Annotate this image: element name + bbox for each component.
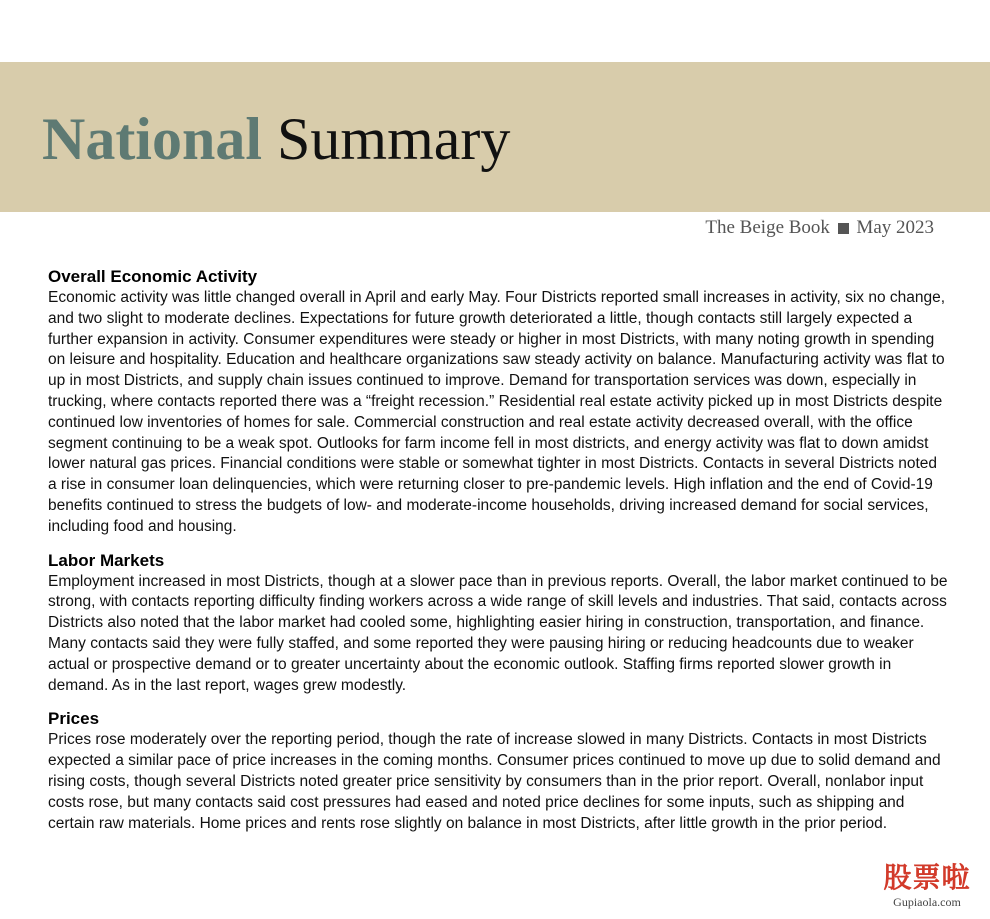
- section-paragraph: Economic activity was little changed overall in April and early May. Four Districts reported small increases in activity, six no change, and two slight to moderate declines. Expectations for future growth deteriorated a little, though contacts still largely expected a further expansion in activity. Consumer expenditures were steady or higher in most Districts, with many noting growth in spending on leisure and hospitality. Education and healthcare organizations saw steady activity on balance. Manufacturing activity was flat to up in most Districts, and supply chain issues continued to improve. Demand for transportation services was down, especially in trucking, where contacts reported there was a “freight recession.” Residential real estate activity picked up in most Districts despite continued low inventories of homes for sale. Commercial construction and real estate activity decreased overall, with the office segment continuing to be a weak spot. Outlooks for farm income fell in most districts, and energy activity was flat to down amidst lower natural gas prices. Financial conditions were stable or somewhat tighter in most Districts. Contacts in several Districts noted a rise in consumer loan delinquencies, which were returning closer to pre-pandemic levels. High inflation and the end of Covid-19 benefits continued to stress the budgets of low- and moderate-income households, driving increased demand for social services, including food and housing.: [48, 289, 946, 535]
- section-heading: Prices: [48, 709, 100, 729]
- section-heading: Labor Markets: [48, 550, 165, 570]
- section-prices: [48, 708, 948, 834]
- watermark-logo: [868, 861, 986, 915]
- square-separator-icon: [838, 223, 849, 234]
- title-national: National: [42, 106, 263, 172]
- title-summary: Summary: [277, 106, 511, 172]
- page-title: [42, 101, 510, 177]
- section-heading: Overall Economic Activity: [48, 267, 258, 286]
- section-overall-economic-activity: [48, 266, 948, 538]
- publication-date: May 2023: [856, 217, 934, 238]
- section-paragraph: Prices rose moderately over the reporting period, though the rate of increase slowed in many Districts. Contacts in most Districts expected a similar pace of price increases in the coming months. Consumer prices continued to move up due to solid demand and rising costs, though several Districts noted greater price sensitivity by consumers than in the prior report. Overall, nonlabor input costs rose, but many contacts said cost pressures had eased and noted price declines for some inputs, such as shipping and certain raw materials. Home prices and rents rose slightly on balance in most Districts, after little growth in the prior period.: [48, 731, 941, 832]
- watermark-text: 股票啦: [883, 861, 971, 894]
- section-paragraph: Employment increased in most Districts, though at a slower pace than in previous reports. Overall, the labor market continued to be strong, with contacts reporting difficulty finding workers across a wide range of skill levels and industries. That said, contacts across Districts also noted that the labor market had cooled some, highlighting easier hiring in construction, transportation, and finance. Many contacts said they were fully staffed, and some reported they were pausing hiring or reducing headcounts due to weaker actual or prospective demand or to greater uncertainty about the economic outlook. Staffing firms reported slower growth in demand. As in the last report, wages grew modestly.: [48, 572, 948, 694]
- running-header: [705, 216, 934, 240]
- publication-name: The Beige Book: [705, 217, 830, 238]
- document-body: [48, 266, 948, 834]
- section-labor-markets: [48, 550, 948, 697]
- watermark-url: Gupiaola.com: [893, 895, 961, 909]
